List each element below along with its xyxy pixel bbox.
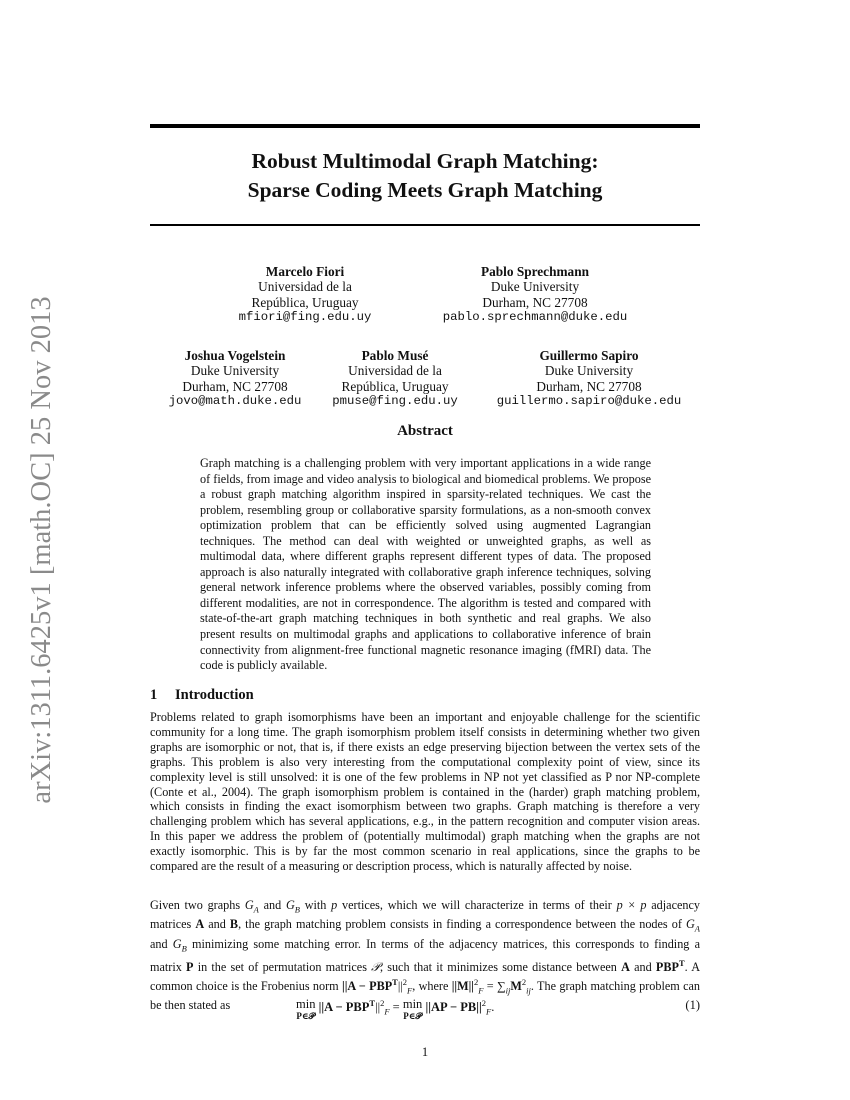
section-title: Introduction bbox=[175, 687, 254, 703]
author-email: jovo@math.duke.edu bbox=[168, 393, 302, 408]
author-block bbox=[150, 348, 320, 409]
author-affiliation: Durham, NC 27708 bbox=[536, 378, 642, 394]
title-bottom-rule bbox=[150, 224, 700, 226]
arxiv-identifier-stamp bbox=[22, 280, 58, 820]
author-email: guillermo.sapiro@duke.edu bbox=[496, 393, 682, 408]
author-name: Joshua Vogelstein bbox=[184, 348, 286, 363]
author-affiliation: Universidad de la bbox=[258, 279, 352, 295]
equation-1 bbox=[150, 998, 700, 1024]
author-affiliation: Durham, NC 27708 bbox=[482, 294, 588, 310]
title-top-rule bbox=[150, 124, 700, 128]
title-line-1: Robust Multimodal Graph Matching: bbox=[251, 149, 599, 173]
equation-body: min P∈𝒫 $||A - PBP^T||^2_F = \min$ P∈𝒫 $||AP - PB||^2_F$. bbox=[296, 997, 495, 1021]
author-name: Pablo Musé bbox=[361, 348, 429, 363]
page-number: 1 bbox=[421, 1045, 429, 1059]
author-affiliation: República, Uruguay bbox=[251, 294, 359, 310]
author-name: Marcelo Fiori bbox=[265, 264, 345, 279]
author-name: Guillermo Sapiro bbox=[539, 348, 639, 363]
section-number: 1 bbox=[150, 687, 158, 703]
author-email: pablo.sprechmann@duke.edu bbox=[442, 309, 628, 324]
arxiv-stamp-text: arXiv:1311.6425v1 [math.OC] 25 Nov 2013 bbox=[26, 296, 57, 804]
author-affiliation: Duke University bbox=[544, 363, 634, 379]
author-name: Pablo Sprechmann bbox=[481, 264, 589, 279]
author-affiliation: Duke University bbox=[490, 279, 580, 295]
author-email: pmuse@fing.edu.uy bbox=[332, 393, 458, 408]
author-block bbox=[420, 264, 650, 325]
author-block bbox=[200, 264, 410, 325]
equation-number: (1) bbox=[685, 998, 700, 1012]
title-line-2: Sparse Coding Meets Graph Matching bbox=[247, 178, 603, 202]
author-block bbox=[478, 348, 700, 409]
author-affiliation: Durham, NC 27708 bbox=[182, 378, 288, 394]
section-heading bbox=[150, 687, 254, 704]
author-affiliation: Universidad de la bbox=[348, 363, 442, 379]
intro-paragraph-1: Problems related to graph isomorphisms have been an important and enjoyable challenge for the scientific community for a long time. The graph isomorphism problem itself consists in determining whether two given graphs are isomorphic or not, that is, if there exists an edge preserving bijection between the vertex sets of the graphs. This problem is also very interesting from the computational complexity point of view, since its complexity level is still unsolved: it is one of the few problems in NP not yet classified as P nor NP-complete (Conte et al., 2004). The graph isomorphism problem is contained in the (harder) graph matching problem, which consists in finding the exact isomorphism between two graphs. Graph matching is therefore a very challenging problem which has several applications, e.g., in the pattern recognition and computer vision areas. In this paper we address the problem of (potentially multimodal) graph matching when the graphs are not exactly isomorphic. This is by far the most common scenario in real applications, since the graphs to be compared are the result of a measuring or description process, which is naturally affected by noise. bbox=[150, 710, 700, 874]
author-affiliation: República, Uruguay bbox=[341, 378, 449, 394]
author-affiliation: Duke University bbox=[190, 363, 280, 379]
author-email: mfiori@fing.edu.uy bbox=[238, 309, 372, 324]
abstract-heading: Abstract bbox=[397, 423, 453, 439]
author-block bbox=[320, 348, 470, 409]
abstract-body: Graph matching is a challenging problem with very important applications in a wide range of fields, from image and video analysis to biological and biomedical problems. We propose a robust graph matching algorithm inspired in sparsity-related techniques. We cast the problem, resembling group or collaborative sparsity formulations, as a non-smooth convex optimization problem that can be efficiently solved using augmented Lagrangian techniques. The method can deal with weighted or unweighted graphs, as well as multimodal data, where different graphs represent different types of data. The proposed approach is also naturally integrated with collaborative graph inference techniques, solving general network inference problems where the observed variables, possibly coming from different modalities, are not in correspondence. The algorithm is tested and compared with state-of-the-art graph matching techniques in both synthetic and real graphs. We also present results on multimodal graphs and applications to collaborative inference of brain connectivity from alignment-free functional magnetic resonance imaging (fMRI) data. The code is publicly available. bbox=[200, 456, 651, 673]
intro-paragraph-2: Given two graphs $G_A$ and $G_B$ with p vertices, which we will characterize in terms of their p × p adjacency matrices A and B, the graph matching problem consists in finding a correspondence between the nodes of $G_A$ and $G_B$ minimizing some matching error. In terms of the adjacency matrices, this corresponds to finding a matrix P in the set of permutation matrices 𝒫, such that it minimizes some distance between A and $PBP^T$. A common choice is the Frobenius norm $||A - PBP^T||^2_F$, where $||M||^2_F = \sum_{ij}M^2_{ij}$. The graph matching problem can be then stated as bbox=[150, 898, 701, 1013]
paper-title bbox=[150, 147, 700, 205]
